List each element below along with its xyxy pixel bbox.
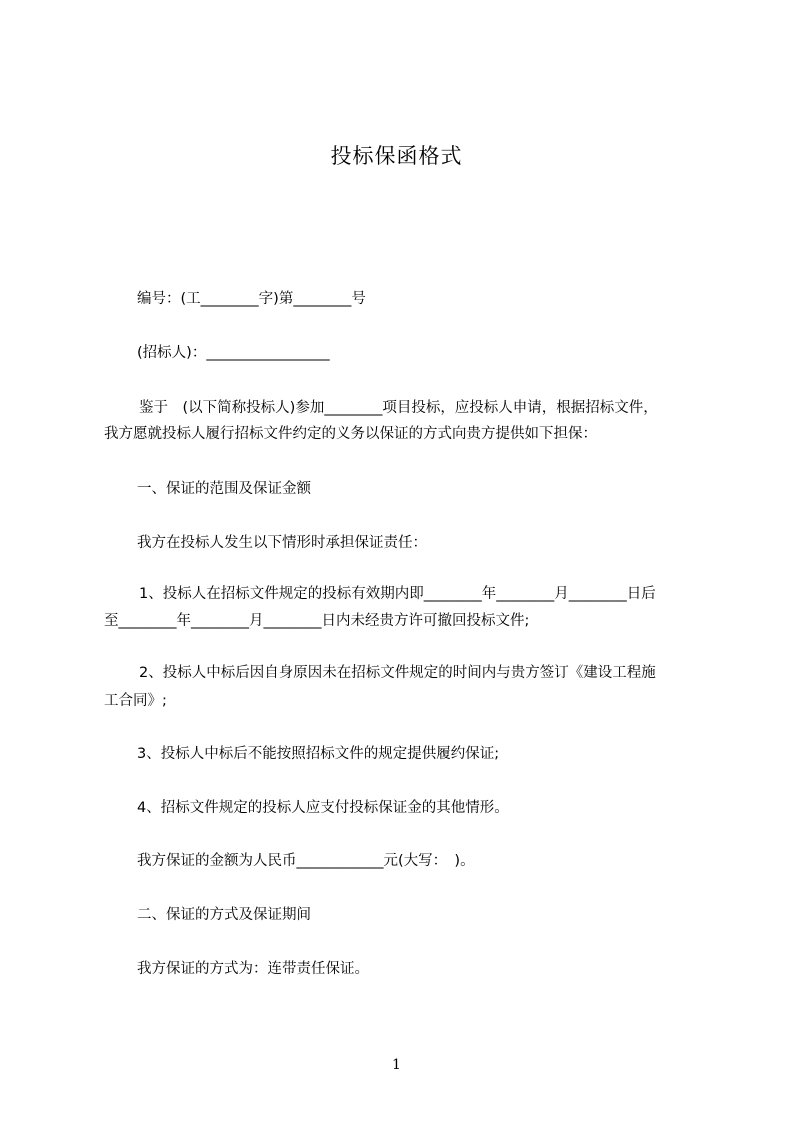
page-number: 1 — [392, 1057, 401, 1073]
guarantee-amount-line: 我方保证的金额为人民币____________元(大写： )。 — [137, 853, 475, 869]
item1-line-2: 至________年________月________日内未经贵方许可撤回投标文件; — [104, 613, 530, 629]
section2-heading: 二、保证的方式及保证期间 — [137, 907, 311, 923]
recital-line-2: 我方愿就投标人履行招标文件约定的义务以保证的方式向贵方提供如下担保： — [104, 426, 597, 442]
section1-intro: 我方在投标人发生以下情形时承担保证责任： — [137, 535, 427, 551]
item4-line: 4、招标文件规定的投标人应支付投标保证金的其他情形。 — [137, 800, 509, 816]
item2-line-1: 2、投标人中标后因自身原因未在招标文件规定的时间内与贵方签订《建设工程施 — [139, 665, 656, 681]
serial-number-line: 编号：(工________字)第________号 — [137, 291, 366, 307]
guarantee-method-line: 我方保证的方式为：连带责任保证。 — [137, 961, 369, 977]
item1-line-1: 1、投标人在招标文件规定的投标有效期内即________年________月________日后 — [139, 586, 656, 602]
item3-line: 3、投标人中标后不能按照招标文件的规定提供履约保证; — [137, 746, 500, 762]
item2-line-2: 工合同》; — [104, 693, 167, 709]
tenderee-line: (招标人)：_________________ — [137, 345, 330, 361]
document-title: 投标保函格式 — [330, 144, 463, 168]
section1-heading: 一、保证的范围及保证金额 — [137, 481, 311, 497]
recital-line-1: 鉴于 (以下简称投标人)参加________项目投标，应投标人申请，根据招标文件， — [139, 400, 658, 416]
